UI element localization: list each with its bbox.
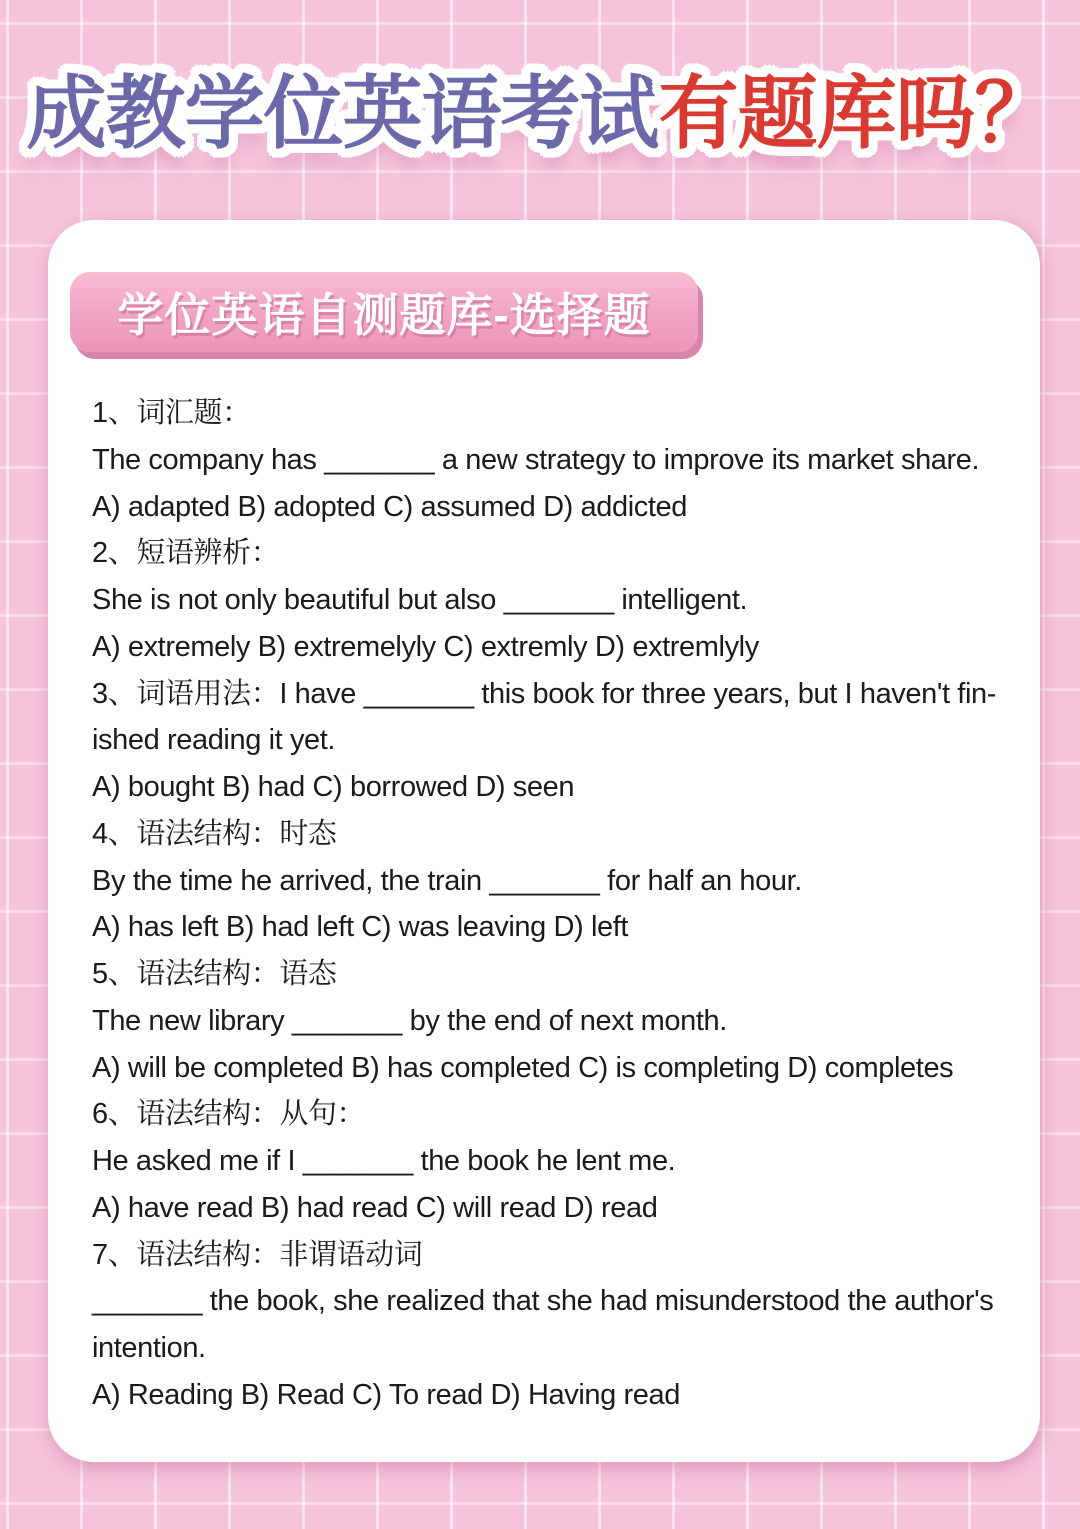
title-red-text: 有题库吗？	[658, 69, 1054, 158]
content-card	[48, 220, 1040, 1462]
page-title	[0, 70, 1080, 158]
q6-label: 6、语法结构：从句：	[92, 1098, 366, 1131]
q5-label: 5、语法结构：语态	[92, 958, 337, 990]
q5-question: The new library _______ by the end of next month.	[92, 1004, 727, 1037]
q2-question: She is not only beautiful but also _______ intelligent.	[92, 584, 748, 616]
q4-options: A) has left B) had left C) was leaving D) left	[92, 911, 629, 944]
q3-options: A) bought B) had C) borrowed D) seen	[92, 771, 575, 803]
q1-options: A) adapted B) adopted C) assumed D) addicted	[92, 490, 687, 523]
q2-options: A) extremely B) extremelyly C) extremly D) extremlyly	[92, 630, 759, 663]
q4-label: 4、语法结构：时态	[92, 817, 337, 850]
q7-question: _______ the book, she realized that she had misunderstood the author's	[92, 1285, 994, 1318]
section-badge-label: 学位英语自测题库-选择题	[117, 289, 651, 341]
title-purple-text: 成教学位英语考试	[26, 69, 659, 158]
q1-label: 1、词汇题：	[92, 397, 251, 429]
q2-label: 2、短语辨析：	[92, 537, 280, 570]
q3-question-cont: ished reading it yet.	[92, 724, 336, 757]
section-badge	[70, 272, 698, 352]
q7-question-cont: intention.	[92, 1332, 206, 1364]
q3-label-question: 3、词语用法：I have _______ this book for three years, but I haven't fin-	[92, 677, 996, 710]
question-list	[92, 390, 1022, 1419]
q6-question: He asked me if I _______ the book he lent me.	[92, 1145, 676, 1177]
q4-question: By the time he arrived, the train _______ for half an hour.	[92, 864, 802, 897]
q5-options: A) will be completed B) has completed C) is completing D) completes	[92, 1051, 954, 1084]
q7-options: A) Reading B) Read C) To read D) Having read	[92, 1378, 680, 1411]
q7-label: 7、语法结构：非谓语动词	[92, 1238, 423, 1271]
q6-options: A) have read B) had read C) will read D) read	[92, 1191, 658, 1224]
q1-question: The company has _______ a new strategy to improve its market share.	[92, 443, 980, 476]
